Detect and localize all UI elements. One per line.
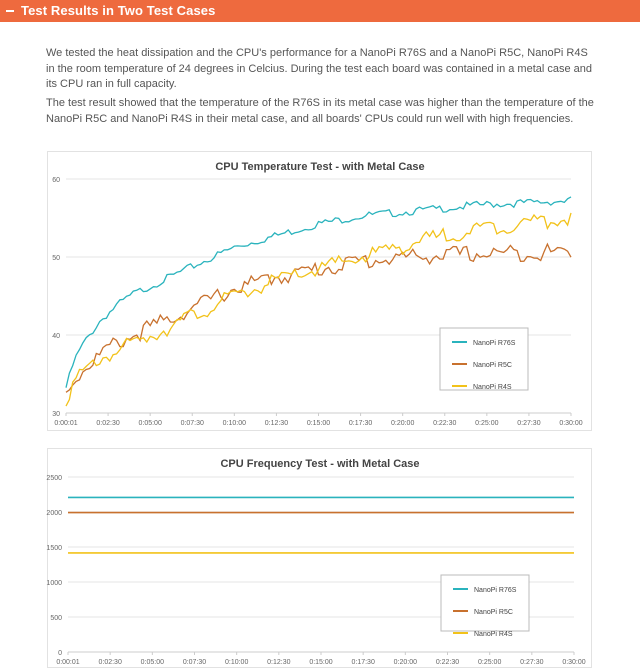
y-tick-label: 500 [50, 615, 62, 622]
chart-title: CPU Frequency Test - with Metal Case [220, 458, 420, 470]
x-tick-label: 0:17:30 [351, 659, 375, 666]
x-tick-label: 0:30:00 [562, 659, 586, 666]
section-header [0, 0, 640, 22]
x-tick-label: 0:02:30 [96, 420, 120, 427]
temperature-chart [47, 151, 592, 431]
x-tick-label: 0:05:00 [140, 659, 165, 666]
y-tick-label: 2500 [46, 475, 62, 482]
x-tick-label: 0:20:00 [390, 420, 415, 427]
x-tick-label: 0:22:30 [435, 659, 460, 666]
x-tick-label: 0:17:30 [348, 420, 373, 427]
legend-label: NanoPi R76S [474, 587, 517, 594]
y-tick-label: 0 [58, 650, 62, 657]
section-title: Test Results in Two Test Cases [21, 3, 216, 18]
x-tick-label: 0:12:30 [264, 420, 289, 427]
legend-label: NanoPi R5C [473, 362, 512, 369]
legend-label: NanoPi R4S [474, 631, 513, 638]
x-tick-label: 0:12:30 [267, 659, 291, 666]
x-tick-label: 0:00:01 [54, 420, 78, 427]
temperature-chart-svg [48, 152, 593, 432]
x-tick-label: 0:25:00 [475, 420, 499, 427]
x-tick-label: 0:10:00 [222, 420, 247, 427]
legend-box [441, 575, 529, 631]
x-tick-label: 0:20:00 [393, 659, 418, 666]
y-tick-label: 40 [52, 333, 60, 340]
header-dash-icon [6, 10, 14, 12]
y-tick-label: 1000 [46, 580, 62, 587]
x-tick-label: 0:27:30 [517, 420, 541, 427]
legend-box [440, 328, 528, 390]
y-tick-label: 60 [52, 177, 60, 184]
x-tick-label: 0:30:00 [559, 420, 583, 427]
legend-label: NanoPi R76S [473, 340, 516, 347]
y-tick-label: 1500 [46, 545, 62, 552]
frequency-chart [47, 448, 592, 668]
chart-title: CPU Temperature Test - with Metal Case [215, 161, 425, 173]
y-tick-label: 2000 [46, 510, 62, 517]
x-tick-label: 0:10:00 [224, 659, 249, 666]
x-tick-label: 0:02:30 [98, 659, 122, 666]
legend-label: NanoPi R5C [474, 609, 513, 616]
x-tick-label: 0:15:00 [306, 420, 331, 427]
x-tick-label: 0:22:30 [433, 420, 457, 427]
x-tick-label: 0:25:00 [477, 659, 502, 666]
x-tick-label: 0:27:30 [520, 659, 544, 666]
x-tick-label: 0:05:00 [138, 420, 162, 427]
legend-label: NanoPi R4S [473, 384, 512, 391]
intro-paragraph: We tested the heat dissipation and the CPU's performance for a NanoPi R76S and a NanoPi R5C, NanoPi R4S in the room temperature of 24 degrees in Celcius. During the test each board was contained in a metal case and its CPU ran in full capacity. [46, 47, 593, 91]
x-tick-label: 0:15:00 [309, 659, 333, 666]
x-tick-label: 0:07:30 [182, 659, 207, 666]
result-paragraph: The test result showed that the temperature of the R76S in its metal case was higher than the temperature of the NanoPi R5C and NanoPi R4S in their metal case, and all boards' CPUs could run well with high frequencies. [46, 97, 594, 125]
frequency-chart-svg [48, 449, 593, 669]
x-tick-label: 0:00:01 [56, 659, 80, 666]
y-tick-label: 50 [52, 255, 60, 262]
y-tick-label: 30 [52, 411, 60, 418]
x-tick-label: 0:07:30 [180, 420, 204, 427]
